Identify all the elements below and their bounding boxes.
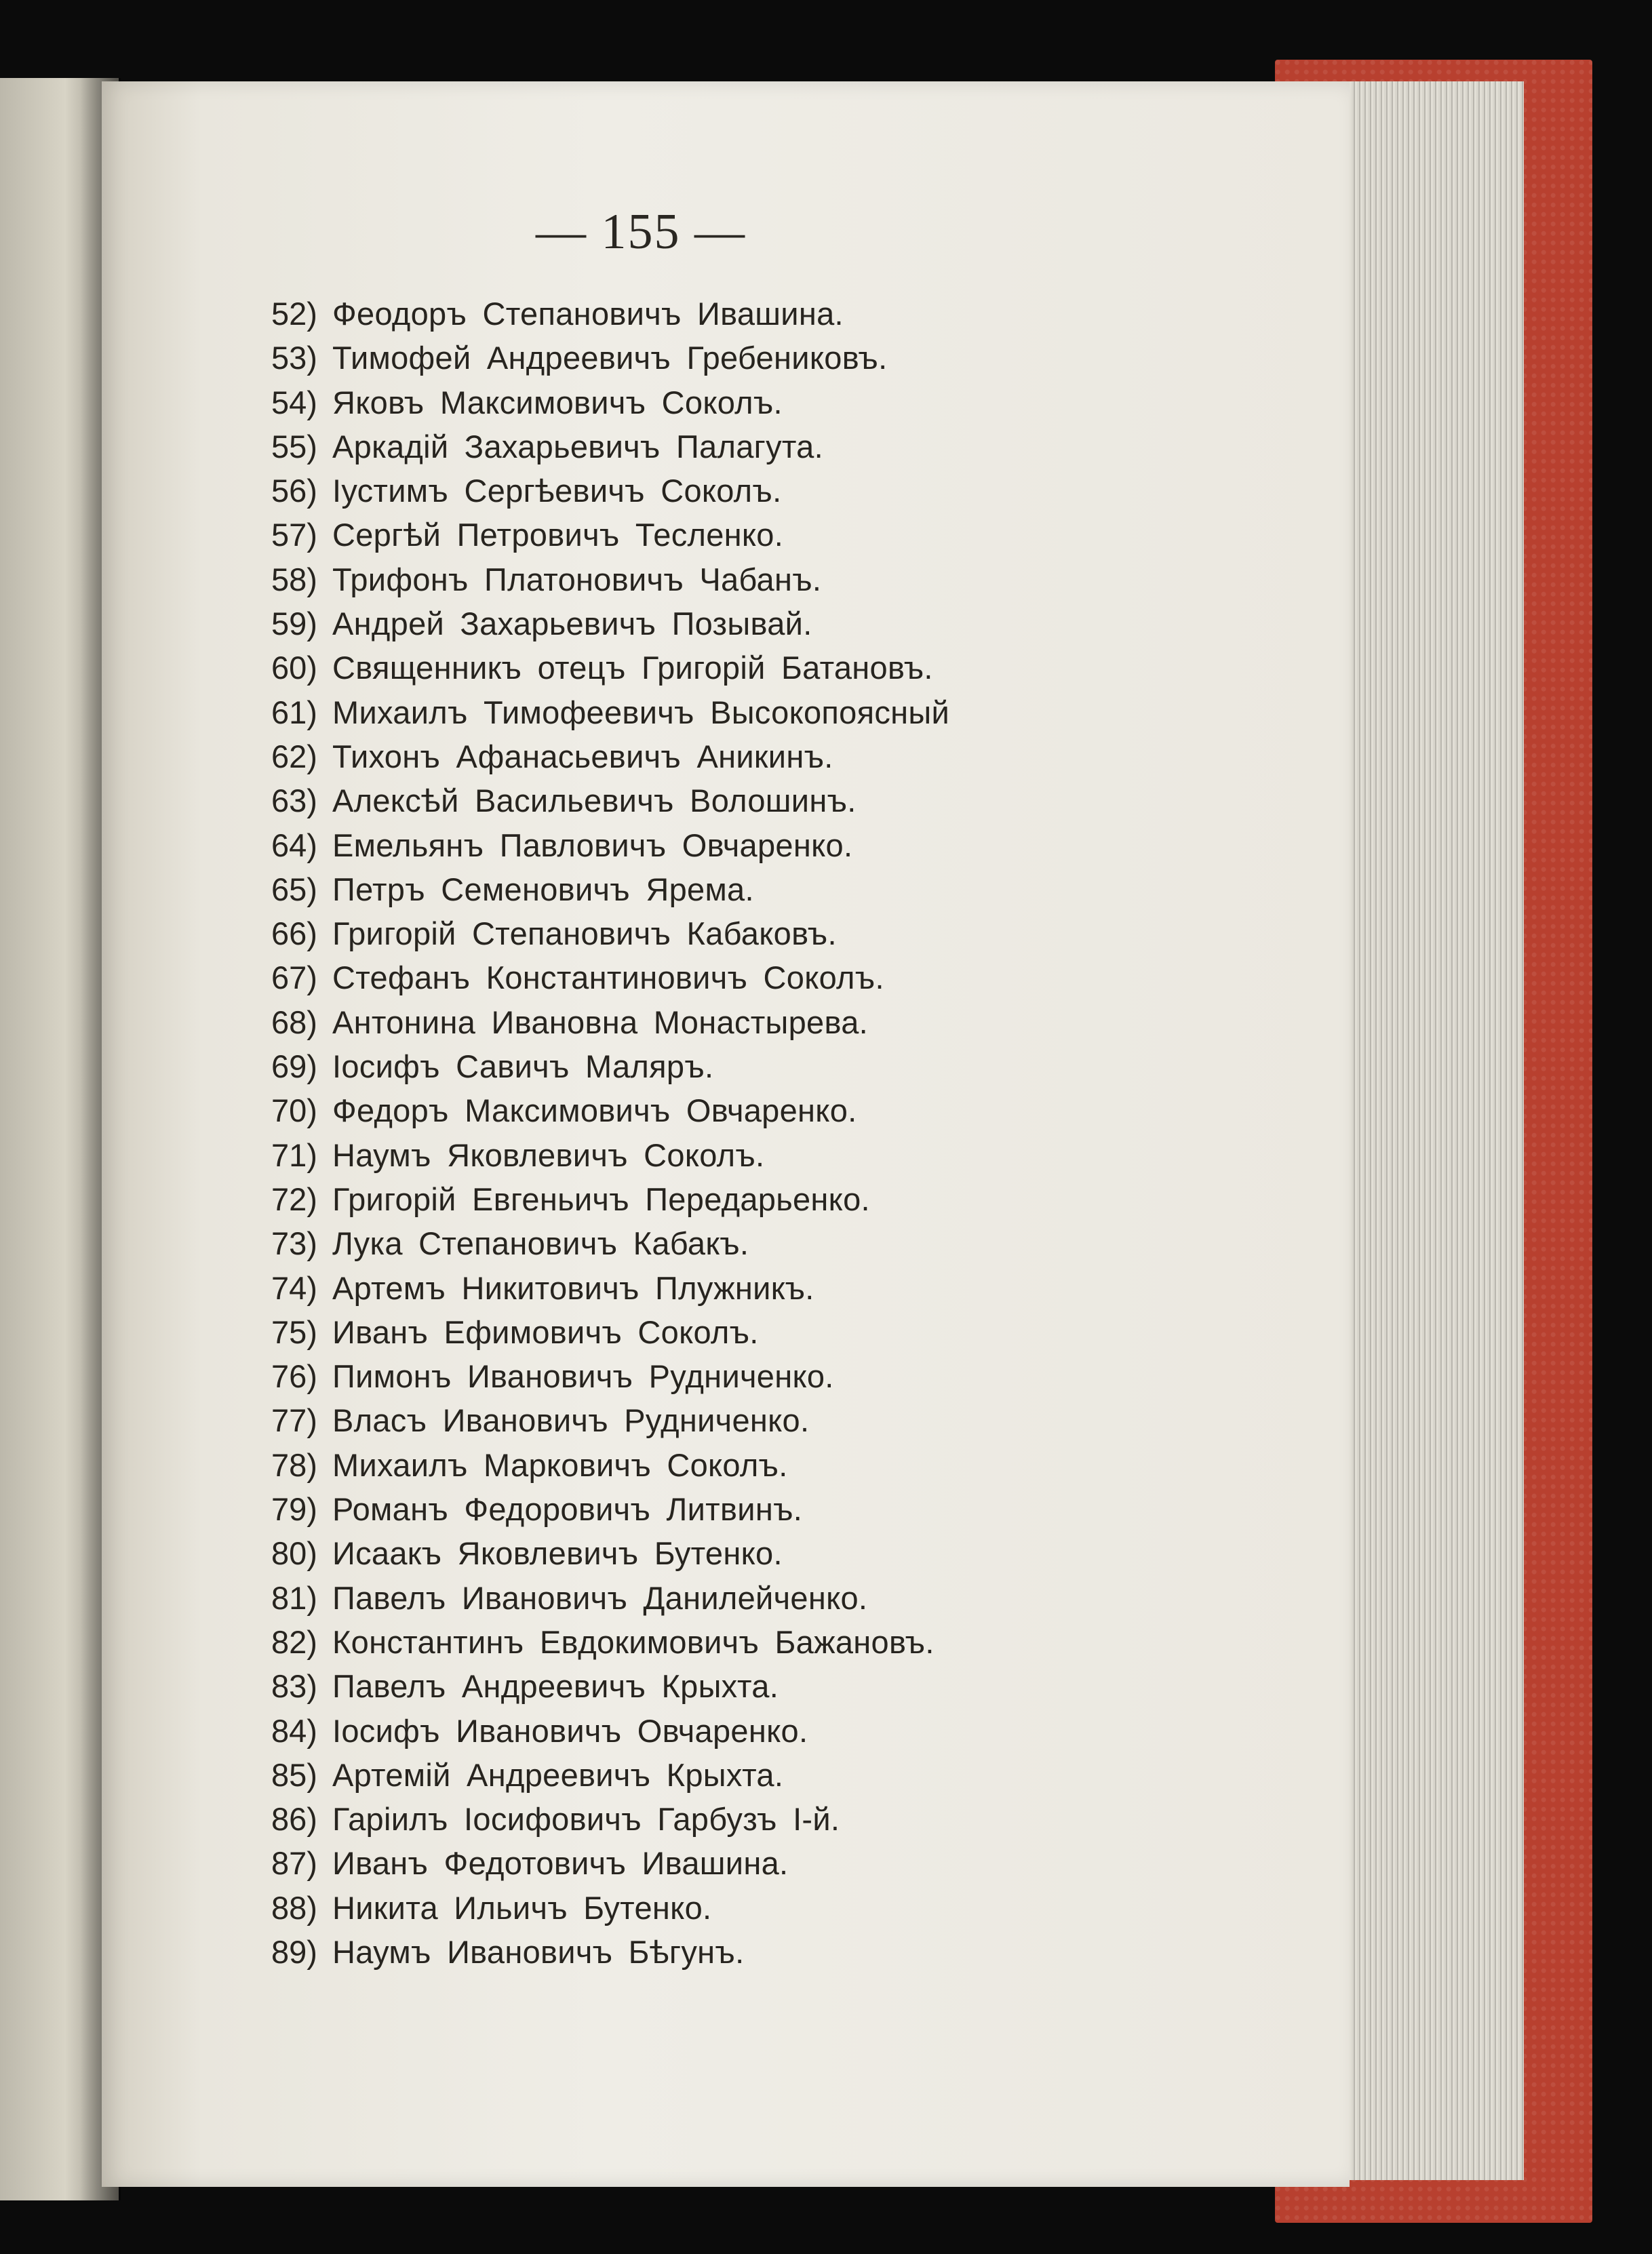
- list-item: [271, 424, 1289, 469]
- entry-name: Иванъ Ефимовичъ Соколъ.: [332, 1313, 759, 1350]
- list-item: [271, 778, 1289, 823]
- entry-name: Артемій Андреевичъ Крыхта.: [332, 1756, 784, 1793]
- list-item: [271, 1886, 1289, 1930]
- list-item: [271, 557, 1289, 601]
- entry-name: Трифонъ Платоновичъ Чабанъ.: [332, 561, 822, 597]
- entry-name: Іустимъ Сергѣевичъ Соколъ.: [332, 473, 782, 509]
- entry-name: Аркадій Захарьевичъ Палагута.: [332, 428, 823, 464]
- entry-number: 62): [271, 738, 317, 774]
- list-item: [271, 1044, 1289, 1088]
- entry-number: 58): [271, 561, 317, 597]
- entry-name: Тимофей Андреевичъ Гребениковъ.: [332, 340, 888, 376]
- entry-name: Лука Степановичъ Кабакъ.: [332, 1225, 749, 1262]
- list-item: [271, 1266, 1289, 1310]
- name-list: [271, 292, 1289, 1974]
- entry-name: Стефанъ Константиновичъ Соколъ.: [332, 960, 884, 996]
- entry-name: Михаилъ Тимофеевичъ Высокопоясный: [332, 694, 950, 730]
- entry-number: 88): [271, 1889, 317, 1926]
- entry-name: Пимонъ Ивановичъ Рудниченко.: [332, 1358, 834, 1395]
- entry-name: Михаилъ Марковичъ Соколъ.: [332, 1446, 788, 1483]
- entry-name: Григорій Степановичъ Кабаковъ.: [332, 915, 837, 952]
- entry-name: Священникъ отецъ Григорій Батановъ.: [332, 650, 933, 686]
- list-item: [271, 1398, 1289, 1442]
- entry-name: Григорій Евгеньичъ Передарьенко.: [332, 1181, 870, 1217]
- entry-number: 83): [271, 1668, 317, 1705]
- list-item: [271, 1310, 1289, 1354]
- entry-name: Артемъ Никитовичъ Плужникъ.: [332, 1269, 814, 1306]
- entry-number: 57): [271, 517, 317, 553]
- entry-number: 81): [271, 1579, 317, 1616]
- list-item: [271, 1709, 1289, 1753]
- entry-number: 68): [271, 1004, 317, 1040]
- list-item: [271, 690, 1289, 734]
- entry-name: Наумъ Ивановичъ Бѣгунъ.: [332, 1933, 745, 1970]
- list-item: [271, 1487, 1289, 1531]
- entry-number: 65): [271, 871, 317, 907]
- entry-name: Андрей Захарьевичъ Позывай.: [332, 606, 812, 642]
- list-item: [271, 380, 1289, 424]
- entry-number: 73): [271, 1225, 317, 1262]
- entry-number: 60): [271, 650, 317, 686]
- entry-number: 72): [271, 1181, 317, 1217]
- list-item: [271, 601, 1289, 646]
- list-item: [271, 1177, 1289, 1221]
- entry-name: Никита Ильичъ Бутенко.: [332, 1889, 712, 1926]
- list-item: [271, 955, 1289, 1000]
- entry-name: Іосифъ Ивановичъ Овчаренко.: [332, 1712, 808, 1749]
- entry-number: 82): [271, 1623, 317, 1660]
- entry-name: Наумъ Яковлевичъ Соколъ.: [332, 1136, 765, 1173]
- list-item: [271, 867, 1289, 911]
- list-item: [271, 1930, 1289, 1974]
- list-item: [271, 1354, 1289, 1398]
- list-item: [271, 469, 1289, 513]
- entry-number: 74): [271, 1269, 317, 1306]
- entry-name: Петръ Семеновичъ Ярема.: [332, 871, 754, 907]
- page-edges: [1339, 81, 1524, 2180]
- entry-number: 87): [271, 1845, 317, 1882]
- list-item: [271, 336, 1289, 380]
- entry-name: Іосифъ Савичъ Маляръ.: [332, 1048, 714, 1085]
- list-item: [271, 823, 1289, 867]
- entry-number: 52): [271, 296, 317, 332]
- entry-name: Гаріилъ Іосифовичъ Гарбузъ І-й.: [332, 1801, 840, 1838]
- entry-name: Константинъ Евдокимовичъ Бажановъ.: [332, 1623, 935, 1660]
- entry-number: 61): [271, 694, 317, 730]
- list-item: [271, 1664, 1289, 1708]
- entry-number: 70): [271, 1092, 317, 1129]
- list-item: [271, 513, 1289, 557]
- entry-number: 78): [271, 1446, 317, 1483]
- list-item: [271, 1797, 1289, 1841]
- entry-number: 84): [271, 1712, 317, 1749]
- list-item: [271, 1443, 1289, 1487]
- entry-name: Антонина Ивановна Монастырева.: [332, 1004, 869, 1040]
- entry-name: Исаакъ Яковлевичъ Бутенко.: [332, 1535, 783, 1572]
- entry-name: Феодоръ Степановичъ Ивашина.: [332, 296, 844, 332]
- entry-name: Тихонъ Афанасьевичъ Аникинъ.: [332, 738, 833, 774]
- entry-name: Яковъ Максимовичъ Соколъ.: [332, 384, 783, 420]
- list-item: [271, 734, 1289, 778]
- entry-number: 56): [271, 473, 317, 509]
- list-item: [271, 1576, 1289, 1620]
- entry-number: 77): [271, 1402, 317, 1439]
- entry-number: 80): [271, 1535, 317, 1572]
- list-item: [271, 292, 1289, 336]
- entry-number: 54): [271, 384, 317, 420]
- entry-name: Павелъ Андреевичъ Крыхта.: [332, 1668, 779, 1705]
- entry-name: Романъ Федоровичъ Литвинъ.: [332, 1491, 803, 1528]
- entry-number: 79): [271, 1491, 317, 1528]
- list-item: [271, 1753, 1289, 1797]
- entry-number: 63): [271, 783, 317, 819]
- entry-number: 71): [271, 1136, 317, 1173]
- list-item: [271, 1221, 1289, 1265]
- entry-number: 67): [271, 960, 317, 996]
- entry-number: 75): [271, 1313, 317, 1350]
- entry-number: 55): [271, 428, 317, 464]
- entry-name: Власъ Ивановичъ Рудниченко.: [332, 1402, 810, 1439]
- entry-number: 89): [271, 1933, 317, 1970]
- list-item: [271, 1133, 1289, 1177]
- entry-number: 53): [271, 340, 317, 376]
- list-item: [271, 1088, 1289, 1132]
- list-item: [271, 1620, 1289, 1664]
- page-number: — 155 —: [536, 204, 746, 260]
- list-item: [271, 911, 1289, 955]
- entry-name: Алексѣй Васильевичъ Волошинъ.: [332, 783, 857, 819]
- entry-name: Емельянъ Павловичъ Овчаренко.: [332, 827, 853, 863]
- list-item: [271, 1841, 1289, 1885]
- entry-number: 64): [271, 827, 317, 863]
- list-item: [271, 646, 1289, 690]
- list-item: [271, 1000, 1289, 1044]
- entry-name: Сергѣй Петровичъ Тесленко.: [332, 517, 784, 553]
- entry-number: 59): [271, 606, 317, 642]
- entry-number: 69): [271, 1048, 317, 1085]
- entry-name: Иванъ Федотовичъ Ивашина.: [332, 1845, 789, 1882]
- list-item: [271, 1531, 1289, 1575]
- entry-number: 86): [271, 1801, 317, 1838]
- entry-name: Федоръ Максимовичъ Овчаренко.: [332, 1092, 857, 1129]
- entry-name: Павелъ Ивановичъ Данилейченко.: [332, 1579, 868, 1616]
- entry-number: 66): [271, 915, 317, 952]
- entry-number: 76): [271, 1358, 317, 1395]
- entry-number: 85): [271, 1756, 317, 1793]
